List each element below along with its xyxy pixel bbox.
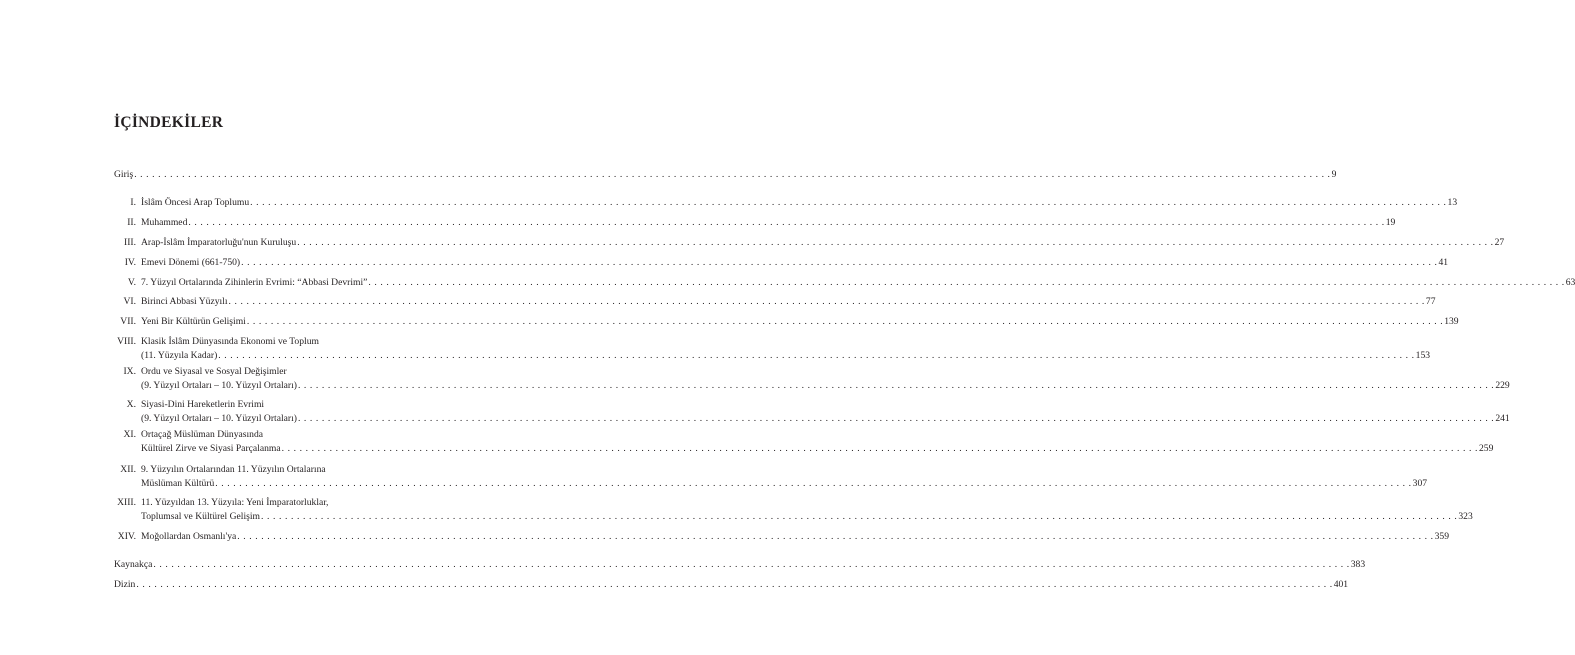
chapter-line [141,236,1505,250]
chapter-row [114,335,1431,363]
chapter-number: II. [127,217,136,228]
chapter-line [141,510,1473,524]
chapter-body [141,335,1431,363]
chapter-row [114,365,1510,393]
chapter-title: Birinci Abbasi Yüzyılı [141,296,228,307]
chapter-title: Müslüman Kültürü [141,478,215,489]
toc-entry-chapter [114,256,1449,270]
toc-entry-back [114,578,1349,592]
chapter-line [141,442,1494,456]
chapter-row [114,315,1459,329]
back-title: Kaynakça [114,559,153,570]
front-page: 9 [1331,169,1337,180]
chapter-title-line: 11. Yüzyıldan 13. Yüzyıla: Yeni İmparatorluklar, [141,497,329,508]
chapter-title-line: Klasik İslâm Dünyasında Ekonomi ve Toplum [141,336,319,347]
chapter-title: (9. Yüzyıl Ortaları – 10. Yüzyıl Ortaları) [141,413,297,424]
toc-entry-chapter [114,496,1473,524]
chapter-row [114,196,1458,210]
dot-leader: . . . . . . . . . . . . . . . . . . . . . . . . . . . . . . . . . . . . . . . . . . . . . . . . . . . . . . . . . . . . . . . . . . . . . . . . . . . . . . . . . . . . . . . . . . . . . . . . . . . . . . . . . . . . . . . . . . . . . . . . . . . . . . . . . . . . . . . . . . . . . . . . . . . . . . . . . . . . . . . . . . . . . . . . . . . . . . . . . . . . . . . . . . . . . . . . . . . . . . . . [297,413,1495,424]
toc-entry-chapter [114,463,1428,491]
chapter-body [141,276,1575,290]
dot-leader: . . . . . . . . . . . . . . . . . . . . . . . . . . . . . . . . . . . . . . . . . . . . . . . . . . . . . . . . . . . . . . . . . . . . . . . . . . . . . . . . . . . . . . . . . . . . . . . . . . . . . . . . . . . . . . . . . . . . . . . . . . . . . . . . . . . . . . . . . . . . . . . . . . . . . . . . . . . . . . . . . . . . . . . . . . . . . . . . . . . . . . . . . . . . . . . . . . . . . . . . [281,443,1478,454]
chapter-page: 323 [1458,511,1473,522]
dot-leader: . . . . . . . . . . . . . . . . . . . . . . . . . . . . . . . . . . . . . . . . . . . . . . . . . . . . . . . . . . . . . . . . . . . . . . . . . . . . . . . . . . . . . . . . . . . . . . . . . . . . . . . . . . . . . . . . . . . . . . . . . . . . . . . . . . . . . . . . . . . . . . . . . . . . . . . . . . . . . . . . . . . . . . . . . . . . . . . . . . . . . . . . . . . . . . . . . . . . . . . . [136,579,1333,590]
chapter-page: 41 [1438,257,1449,268]
chapter-page: 359 [1434,531,1450,542]
back-page: 383 [1350,559,1366,570]
chapter-line [141,276,1575,290]
toc-entry-chapter [114,530,1450,544]
front-line [114,168,1337,182]
toc-entry-front [114,168,1337,182]
chapter-body [141,216,1396,230]
chapter-body [141,295,1436,309]
chapter-line [141,530,1450,544]
chapter-body [141,530,1450,544]
toc-entry-chapter [114,216,1396,230]
back-line [114,578,1349,592]
chapter-line [141,349,1431,363]
chapter-body [141,496,1473,524]
chapter-title: Muhammed [141,217,188,228]
chapter-row [114,428,1494,456]
chapter-page: 13 [1447,197,1458,208]
chapter-page: 77 [1425,296,1436,307]
dot-leader: . . . . . . . . . . . . . . . . . . . . . . . . . . . . . . . . . . . . . . . . . . . . . . . . . . . . . . . . . . . . . . . . . . . . . . . . . . . . . . . . . . . . . . . . . . . . . . . . . . . . . . . . . . . . . . . . . . . . . . . . . . . . . . . . . . . . . . . . . . . . . . . . . . . . . . . . . . . . . . . . . . . . . . . . . . . . . . . . . . . . . . . . . . . . . . . . . . . . . . . . [260,511,1458,522]
chapter-title-line: Ordu ve Siyasal ve Sosyal Değişimler [141,366,287,377]
chapter-page: 259 [1478,443,1494,454]
toc-entry-chapter [114,196,1458,210]
chapter-title: Toplumsal ve Kültürel Gelişim [141,511,260,522]
chapter-line [141,256,1449,270]
chapter-number: V. [127,277,136,288]
chapter-body [141,236,1505,250]
chapter-line [141,412,1510,426]
toc-entry-chapter [114,428,1494,456]
chapter-title: Kültürel Zirve ve Siyasi Parçalanma [141,443,281,454]
dot-leader: . . . . . . . . . . . . . . . . . . . . . . . . . . . . . . . . . . . . . . . . . . . . . . . . . . . . . . . . . . . . . . . . . . . . . . . . . . . . . . . . . . . . . . . . . . . . . . . . . . . . . . . . . . . . . . . . . . . . . . . . . . . . . . . . . . . . . . . . . . . . . . . . . . . . . . . . . . . . . . . . . . . . . . . . . . . . . . . . . . . . . . . . . . . . . . . . . . . . . . . . [153,559,1350,570]
back-line [114,558,1366,572]
chapter-line [141,196,1458,210]
toc-entry-chapter [114,236,1505,250]
dot-leader: . . . . . . . . . . . . . . . . . . . . . . . . . . . . . . . . . . . . . . . . . . . . . . . . . . . . . . . . . . . . . . . . . . . . . . . . . . . . . . . . . . . . . . . . . . . . . . . . . . . . . . . . . . . . . . . . . . . . . . . . . . . . . . . . . . . . . . . . . . . . . . . . . . . . . . . . . . . . . . . . . . . . . . . . . . . . . . . . . . . . . . . . . . . . . . . . . . . . . . . . [237,531,1434,542]
chapter-title-line: Ortaçağ Müslüman Dünyasında [141,429,264,440]
chapter-title: Arap-İslâm İmparatorluğu'nun Kuruluşu [141,237,297,248]
chapter-body [141,256,1449,270]
chapter-line [141,477,1428,491]
chapter-number: XIII. [117,497,136,508]
chapter-number: VI. [123,296,136,307]
chapter-number: XII. [120,464,136,475]
chapter-title: (11. Yüzyıla Kadar) [141,350,218,361]
chapter-body [141,463,1428,491]
chapter-page: 63 [1565,277,1575,288]
chapter-title: 7. Yüzyıl Ortalarında Zihinlerin Evrimi: “Abbasi Devrimi” [141,277,368,288]
chapter-body [141,398,1510,426]
toc-entry-chapter [114,276,1575,290]
dot-leader: . . . . . . . . . . . . . . . . . . . . . . . . . . . . . . . . . . . . . . . . . . . . . . . . . . . . . . . . . . . . . . . . . . . . . . . . . . . . . . . . . . . . . . . . . . . . . . . . . . . . . . . . . . . . . . . . . . . . . . . . . . . . . . . . . . . . . . . . . . . . . . . . . . . . . . . . . . . . . . . . . . . . . . . . . . . . . . . . . . . . . . . . . . . . . . . . . . . . . . . . [297,380,1495,391]
chapter-number: I. [130,197,136,208]
chapter-title: Yeni Bir Kültürün Gelişimi [141,316,246,327]
toc-entry-chapter [114,295,1436,309]
chapter-page: 27 [1494,237,1505,248]
dot-leader: . . . . . . . . . . . . . . . . . . . . . . . . . . . . . . . . . . . . . . . . . . . . . . . . . . . . . . . . . . . . . . . . . . . . . . . . . . . . . . . . . . . . . . . . . . . . . . . . . . . . . . . . . . . . . . . . . . . . . . . . . . . . . . . . . . . . . . . . . . . . . . . . . . . . . . . . . . . . . . . . . . . . . . . . . . . . . . . . . . . . . . . . . . . . . . . . . . . . . . . . [297,237,1494,248]
chapter-row [114,256,1449,270]
chapter-body [141,196,1458,210]
dot-leader: . . . . . . . . . . . . . . . . . . . . . . . . . . . . . . . . . . . . . . . . . . . . . . . . . . . . . . . . . . . . . . . . . . . . . . . . . . . . . . . . . . . . . . . . . . . . . . . . . . . . . . . . . . . . . . . . . . . . . . . . . . . . . . . . . . . . . . . . . . . . . . . . . . . . . . . . . . . . . . . . . . . . . . . . . . . . . . . . . . . . . . . . . . . . . . . . . . . . . . . . [228,296,1425,307]
chapter-number: VIII. [117,336,136,347]
toc-entry-chapter [114,398,1510,426]
chapter-body [141,365,1510,393]
chapter-number: IV. [124,257,136,268]
chapter-row [114,216,1396,230]
chapter-page: 153 [1415,350,1431,361]
page-title: İÇİNDEKİLER [114,114,224,131]
chapter-page: 19 [1385,217,1396,228]
chapter-row [114,463,1428,491]
front-title: Giriş [114,169,134,180]
dot-leader: . . . . . . . . . . . . . . . . . . . . . . . . . . . . . . . . . . . . . . . . . . . . . . . . . . . . . . . . . . . . . . . . . . . . . . . . . . . . . . . . . . . . . . . . . . . . . . . . . . . . . . . . . . . . . . . . . . . . . . . . . . . . . . . . . . . . . . . . . . . . . . . . . . . . . . . . . . . . . . . . . . . . . . . . . . . . . . . . . . . . . . . . . . . . . . . . . . . . . . . . [250,197,1447,208]
chapter-row [114,236,1505,250]
chapter-row [114,276,1575,290]
dot-leader: . . . . . . . . . . . . . . . . . . . . . . . . . . . . . . . . . . . . . . . . . . . . . . . . . . . . . . . . . . . . . . . . . . . . . . . . . . . . . . . . . . . . . . . . . . . . . . . . . . . . . . . . . . . . . . . . . . . . . . . . . . . . . . . . . . . . . . . . . . . . . . . . . . . . . . . . . . . . . . . . . . . . . . . . . . . . . . . . . . . . . . . . . . . . . . . . . . . . . . . . [215,478,1412,489]
chapter-number: XIV. [117,531,136,542]
chapter-page: 139 [1444,316,1459,327]
toc-entry-chapter [114,365,1510,393]
chapter-row [114,530,1450,544]
chapter-row [114,295,1436,309]
chapter-page: 229 [1495,380,1510,391]
dot-leader: . . . . . . . . . . . . . . . . . . . . . . . . . . . . . . . . . . . . . . . . . . . . . . . . . . . . . . . . . . . . . . . . . . . . . . . . . . . . . . . . . . . . . . . . . . . . . . . . . . . . . . . . . . . . . . . . . . . . . . . . . . . . . . . . . . . . . . . . . . . . . . . . . . . . . . . . . . . . . . . . . . . . . . . . . . . . . . . . . . . . . . . . . . . . . . . . . . . . . . . . [368,277,1565,288]
chapter-body [141,428,1494,456]
back-title: Dizin [114,579,136,590]
back-page: 401 [1333,579,1349,590]
chapter-title: Moğollardan Osmanlı'ya [141,531,237,542]
chapter-title-line: Siyasi-Dini Hareketlerin Evrimi [141,399,265,410]
toc-entry-chapter [114,335,1431,363]
chapter-line [141,379,1510,393]
chapter-number: XI. [123,429,136,440]
chapter-title: (9. Yüzyıl Ortaları – 10. Yüzyıl Ortaları) [141,380,297,391]
dot-leader: . . . . . . . . . . . . . . . . . . . . . . . . . . . . . . . . . . . . . . . . . . . . . . . . . . . . . . . . . . . . . . . . . . . . . . . . . . . . . . . . . . . . . . . . . . . . . . . . . . . . . . . . . . . . . . . . . . . . . . . . . . . . . . . . . . . . . . . . . . . . . . . . . . . . . . . . . . . . . . . . . . . . . . . . . . . . . . . . . . . . . . . . . . . . . . . . . . . . . . . . [241,257,1438,268]
chapter-page: 307 [1412,478,1428,489]
chapter-number: VII. [120,316,136,327]
toc-entry-back [114,558,1366,572]
chapter-title: Emevi Dönemi (661-750) [141,257,241,268]
chapter-number: X. [126,399,136,410]
chapter-line [141,315,1459,329]
chapter-line [141,216,1396,230]
chapter-row [114,496,1473,524]
chapter-title: İslâm Öncesi Arap Toplumu [141,197,250,208]
chapter-title-line: 9. Yüzyılın Ortalarından 11. Yüzyılın Ortalarına [141,464,326,475]
dot-leader: . . . . . . . . . . . . . . . . . . . . . . . . . . . . . . . . . . . . . . . . . . . . . . . . . . . . . . . . . . . . . . . . . . . . . . . . . . . . . . . . . . . . . . . . . . . . . . . . . . . . . . . . . . . . . . . . . . . . . . . . . . . . . . . . . . . . . . . . . . . . . . . . . . . . . . . . . . . . . . . . . . . . . . . . . . . . . . . . . . . . . . . . . . . . . . . . . . . . . . . . [188,217,1385,228]
chapter-page: 241 [1495,413,1510,424]
chapter-row [114,398,1510,426]
toc-entry-chapter [114,315,1459,329]
dot-leader: . . . . . . . . . . . . . . . . . . . . . . . . . . . . . . . . . . . . . . . . . . . . . . . . . . . . . . . . . . . . . . . . . . . . . . . . . . . . . . . . . . . . . . . . . . . . . . . . . . . . . . . . . . . . . . . . . . . . . . . . . . . . . . . . . . . . . . . . . . . . . . . . . . . . . . . . . . . . . . . . . . . . . . . . . . . . . . . . . . . . . . . . . . . . . . . . . . . . . . . . [218,350,1415,361]
chapter-number: IX. [123,366,136,377]
dot-leader: . . . . . . . . . . . . . . . . . . . . . . . . . . . . . . . . . . . . . . . . . . . . . . . . . . . . . . . . . . . . . . . . . . . . . . . . . . . . . . . . . . . . . . . . . . . . . . . . . . . . . . . . . . . . . . . . . . . . . . . . . . . . . . . . . . . . . . . . . . . . . . . . . . . . . . . . . . . . . . . . . . . . . . . . . . . . . . . . . . . . . . . . . . . . . . . . . . . . . . . . [134,169,1331,180]
chapter-line [141,295,1436,309]
dot-leader: . . . . . . . . . . . . . . . . . . . . . . . . . . . . . . . . . . . . . . . . . . . . . . . . . . . . . . . . . . . . . . . . . . . . . . . . . . . . . . . . . . . . . . . . . . . . . . . . . . . . . . . . . . . . . . . . . . . . . . . . . . . . . . . . . . . . . . . . . . . . . . . . . . . . . . . . . . . . . . . . . . . . . . . . . . . . . . . . . . . . . . . . . . . . . . . . . . . . . . . . [246,316,1444,327]
chapter-body [141,315,1459,329]
chapter-number: III. [124,237,136,248]
